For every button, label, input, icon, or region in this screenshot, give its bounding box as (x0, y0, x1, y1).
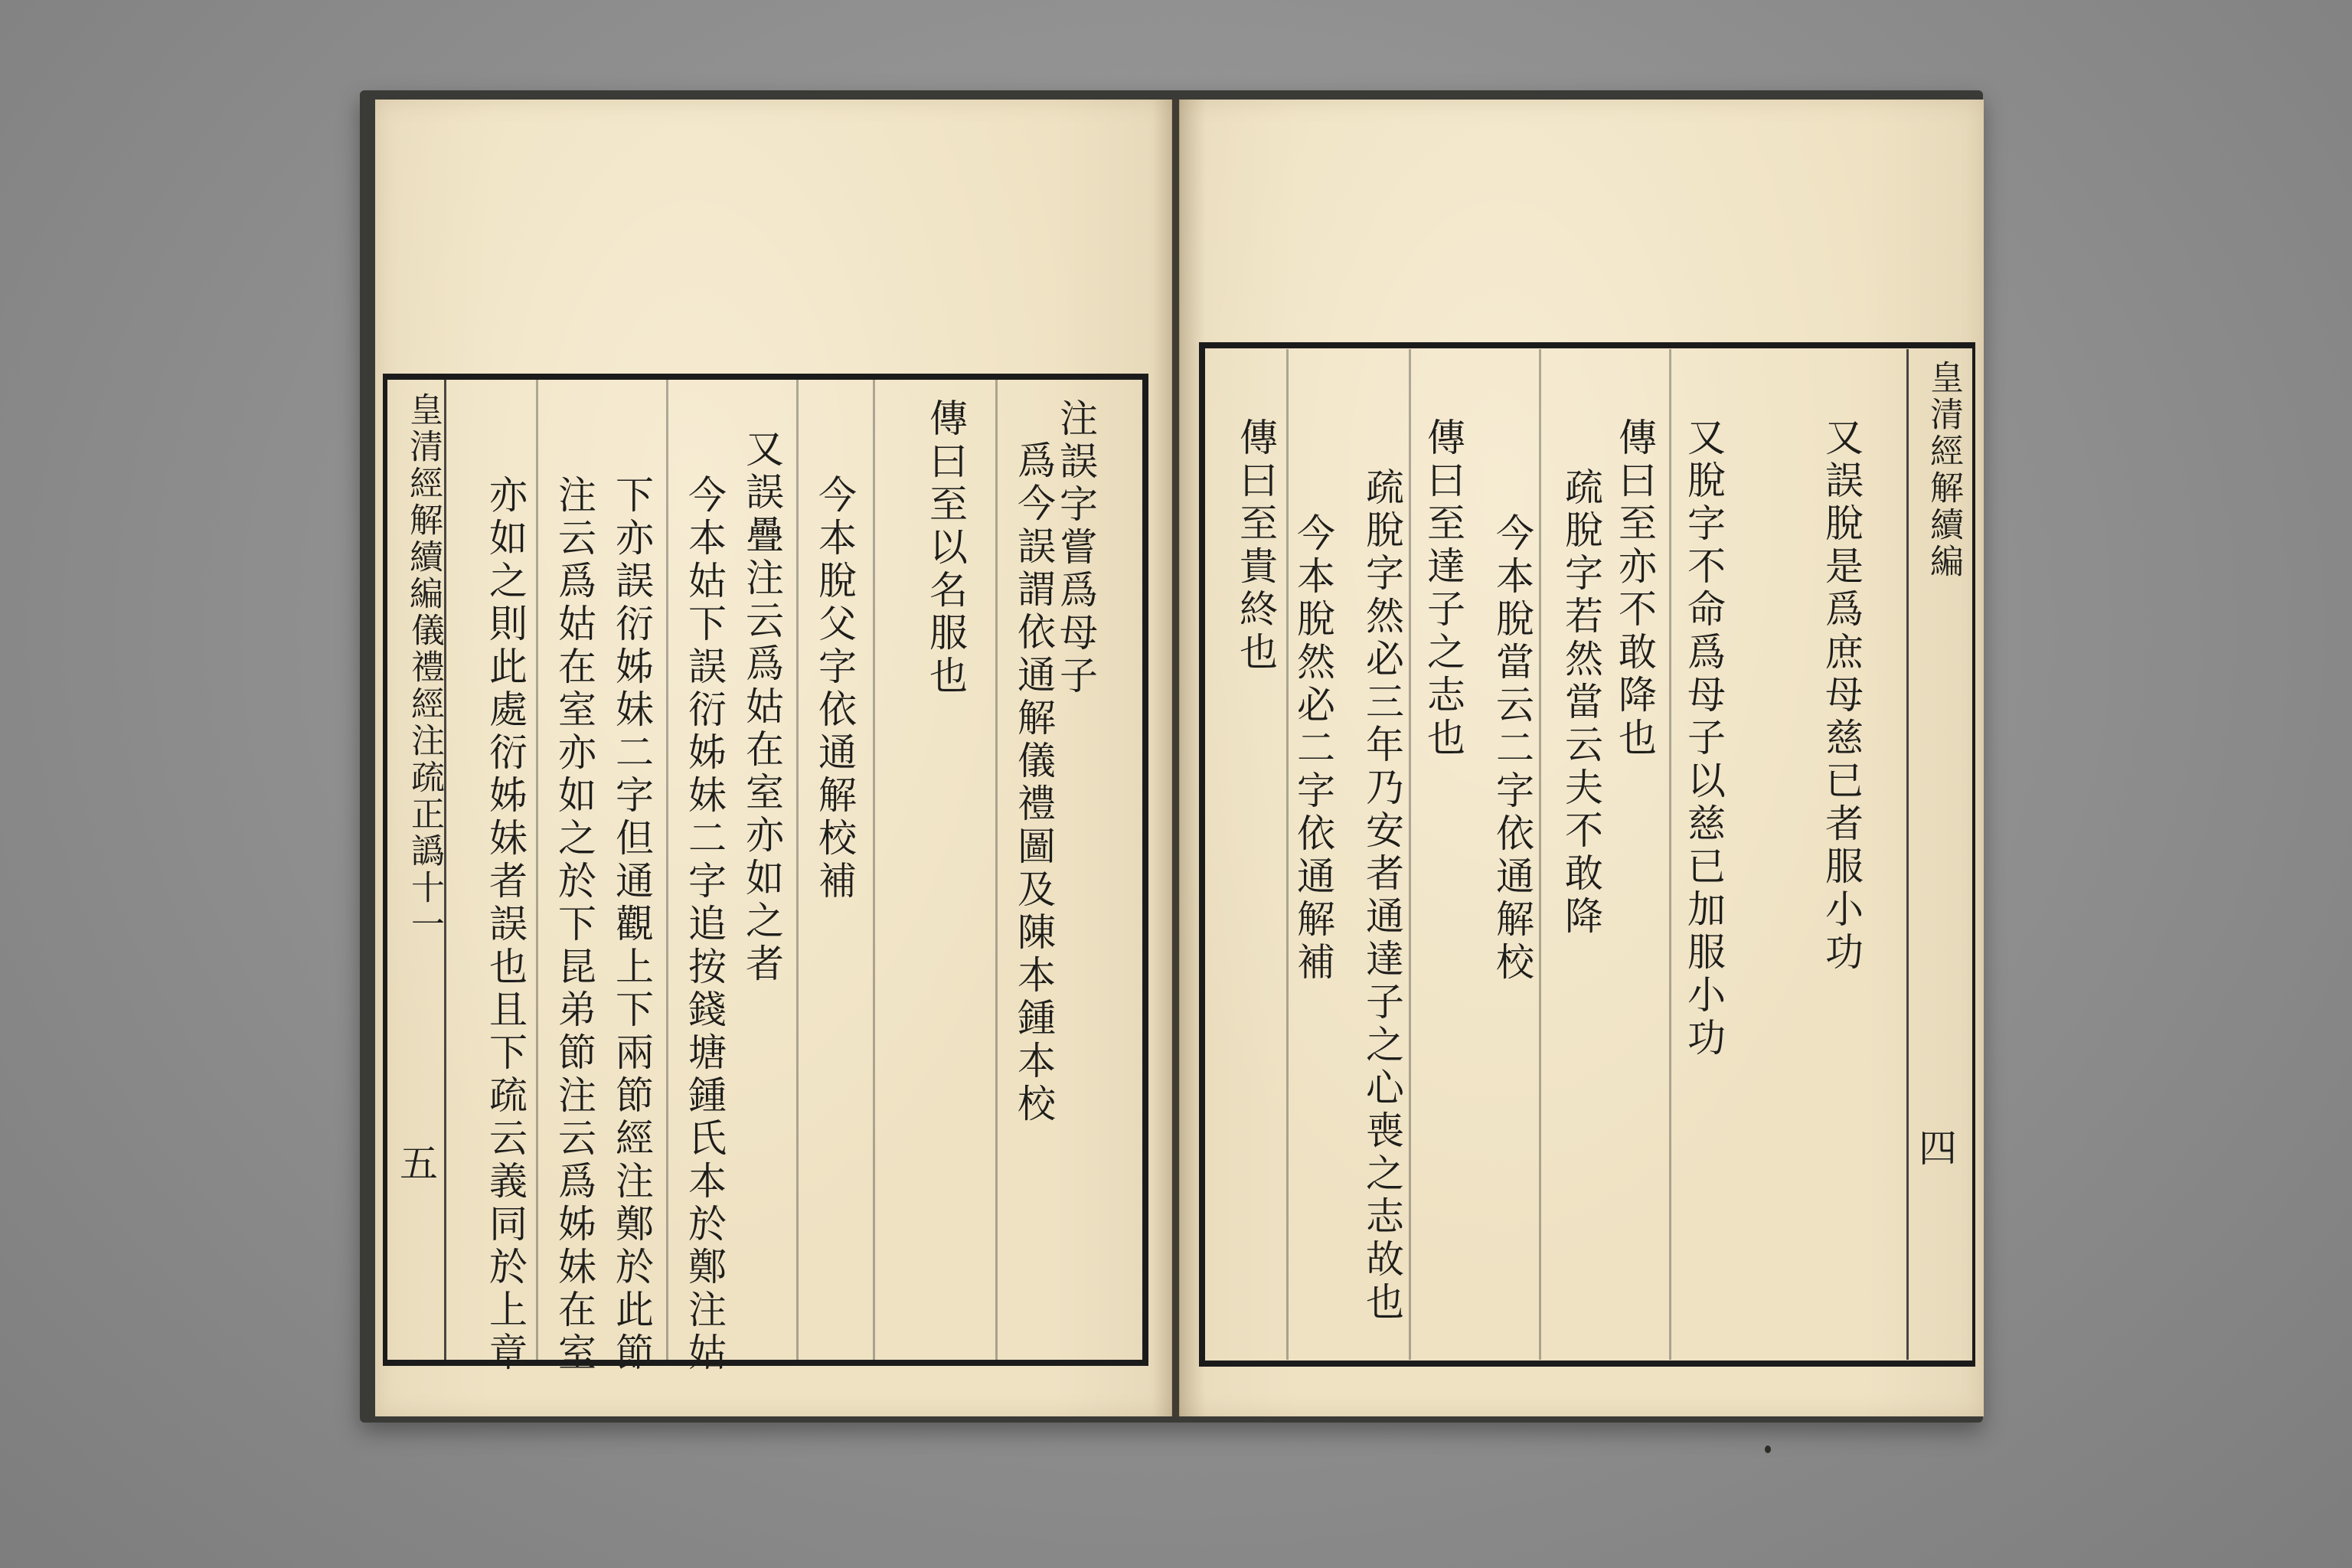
right-col-5: 傳曰至亦不敢降也 (1612, 417, 1657, 760)
right-col-9: 疏脫字然必三年乃安者通達子之心喪之志故也 (1360, 467, 1404, 1325)
left-col-2: 爲今誤謂依通解儀禮圖及陳本鍾本校 (1011, 440, 1056, 1126)
left-margin-title: 皇清經解續編 (403, 392, 443, 612)
left-col-8: 下亦誤衍姊妹二字但通觀上下兩節經注鄭於此節 (609, 475, 654, 1375)
left-col-9: 注云爲姑在室亦如之於下昆弟節注云爲姊妹在室 (552, 475, 596, 1375)
right-folio: 四 (1919, 1126, 1957, 1171)
left-col-5: 今本脫父字依通解校補 (812, 475, 857, 903)
right-margin-title: 皇清經解續編 (1924, 360, 1963, 580)
left-rule (536, 380, 538, 1360)
right-col-8: 傳曰至達子之志也 (1421, 417, 1465, 760)
left-col-10: 亦如之則此處衍姊妹者誤也且下疏云義同於上章 (483, 475, 528, 1375)
left-rule (995, 380, 998, 1360)
left-col-6: 又誤疊注云爲姑在室亦如之者 (740, 429, 784, 986)
ink-speck (1765, 1446, 1771, 1453)
right-rule (1409, 349, 1411, 1360)
right-col-7: 今本脫當云二字依通解校 (1490, 513, 1534, 985)
left-rule (873, 380, 875, 1360)
right-rule (1539, 349, 1541, 1360)
left-col-3: 傳曰至以名服也 (923, 398, 968, 698)
right-col-6: 疏脫字若然當云夫不敢降 (1559, 467, 1603, 939)
right-col-10: 今本脫然必二字依通解補 (1291, 513, 1335, 985)
left-rule (666, 380, 668, 1360)
right-col-11: 傳曰至貴終也 (1233, 417, 1278, 675)
left-margin-subtitle: 儀禮經注疏正譌十一 (405, 612, 444, 943)
right-rule (1669, 349, 1671, 1360)
left-col-1: 注誤字嘗爲母子 (1054, 398, 1098, 698)
right-rule (1286, 349, 1289, 1360)
right-col-3: 又脫字不命爲母子以慈已加服小功 (1681, 417, 1726, 1060)
right-margin-rule (1906, 349, 1909, 1360)
left-rule (796, 380, 799, 1360)
left-folio: 五 (400, 1142, 438, 1186)
right-col-1: 又誤脫是爲庶母慈已者服小功 (1819, 417, 1864, 975)
left-col-7: 今本姑下誤衍姊妹二字追按錢塘鍾氏本於鄭注姑 (682, 475, 727, 1375)
left-margin-rule (444, 380, 446, 1360)
